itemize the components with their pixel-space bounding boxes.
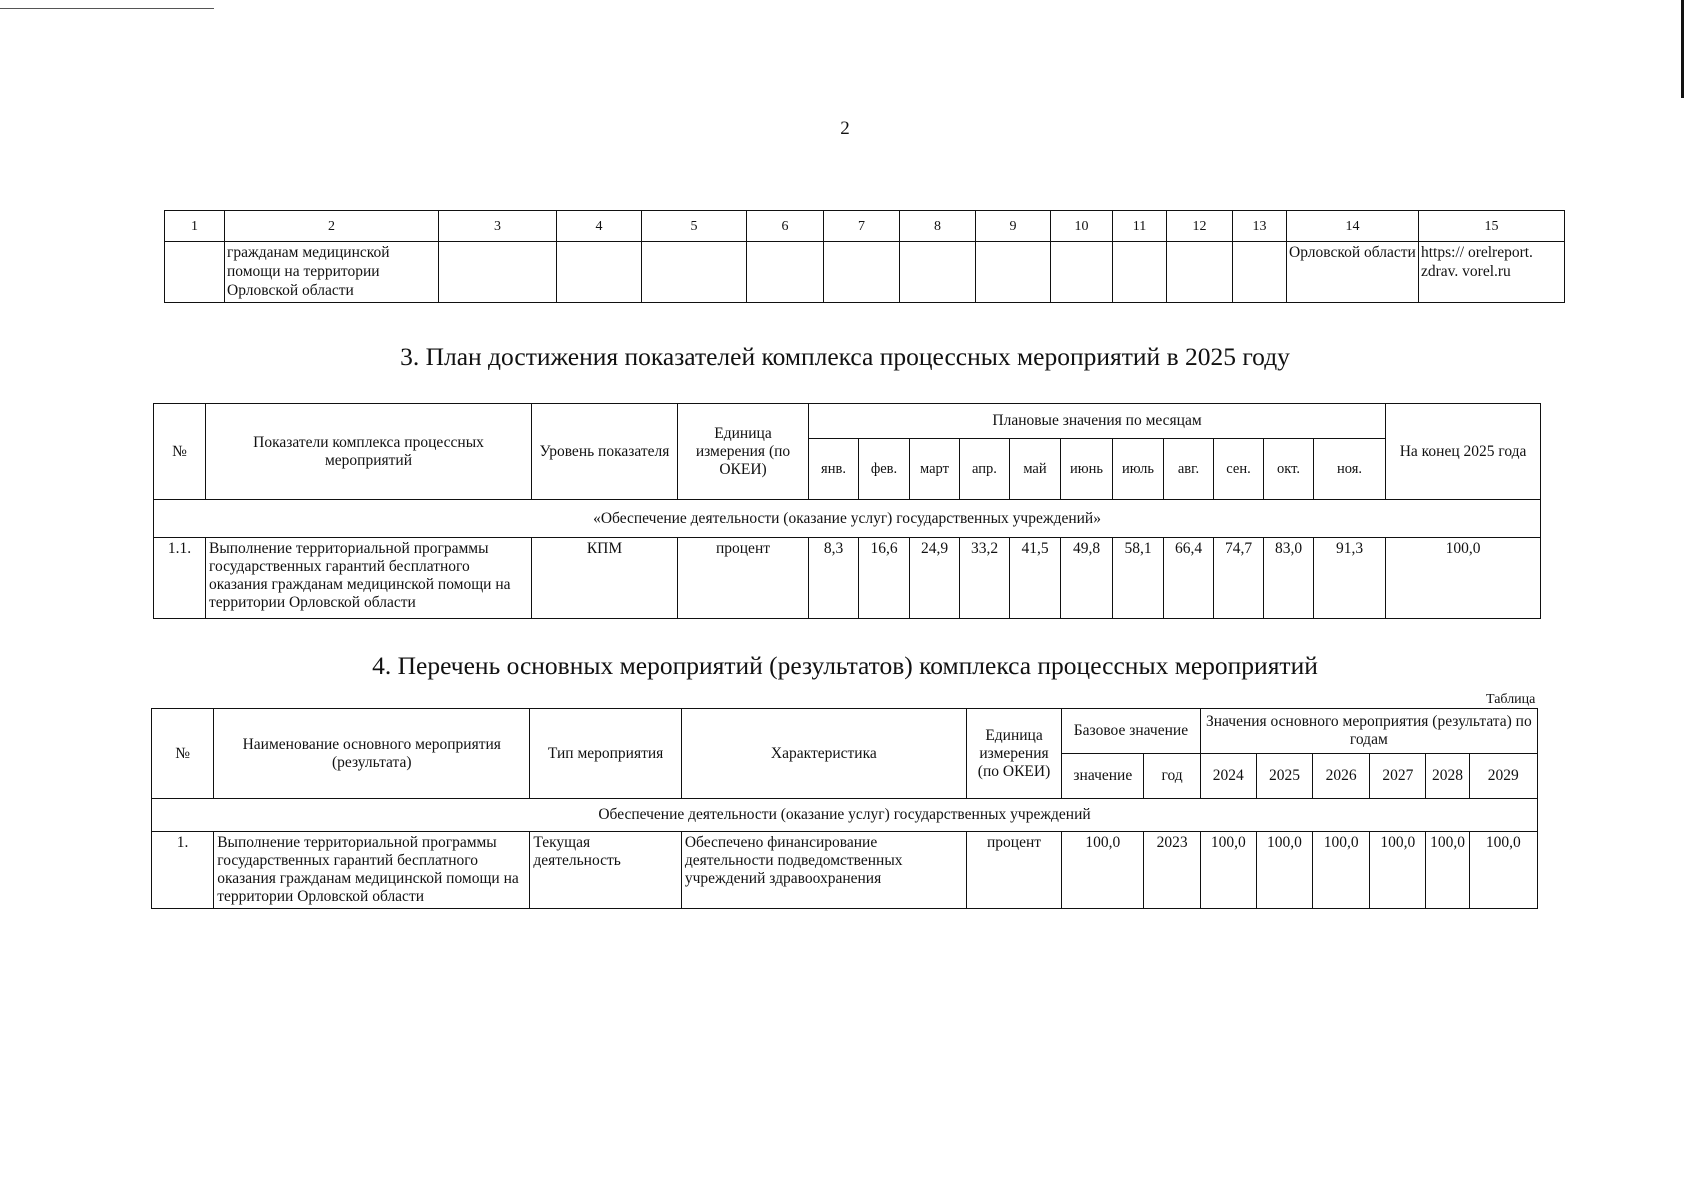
col-num: 6	[747, 211, 824, 242]
col-num: 5	[642, 211, 747, 242]
col-num: 4	[557, 211, 642, 242]
row-level: КПМ	[532, 538, 678, 619]
month-header: окт.	[1264, 439, 1314, 500]
year-value: 100,0	[1200, 832, 1256, 909]
month-header: янв.	[809, 439, 859, 500]
row-base-value: 100,0	[1062, 832, 1144, 909]
table-row	[154, 538, 1541, 619]
column-number-row	[165, 211, 1565, 242]
group-row	[154, 500, 1541, 538]
group-label: «Обеспечение деятельности (оказание услуг) государственных учреждений»	[154, 500, 1541, 538]
table-row	[152, 832, 1538, 909]
header-no: №	[154, 404, 206, 500]
year-value: 100,0	[1370, 832, 1426, 909]
col-num: 12	[1167, 211, 1233, 242]
month-header: фев.	[859, 439, 910, 500]
month-value: 33,2	[960, 538, 1010, 619]
table-row	[165, 242, 1565, 303]
header-row	[154, 404, 1541, 439]
month-header: июль	[1113, 439, 1164, 500]
col-num: 2	[225, 211, 439, 242]
header-name: Наименование основного мероприятия (результата)	[214, 709, 530, 799]
section-4-title: 4. Перечень основных мероприятий (результатов) комплекса процессных мероприятий	[372, 651, 1318, 680]
row-name: Выполнение территориальной программы государственных гарантий бесплатного оказания гражданам медицинской помощи на территории Орловской области	[214, 832, 530, 909]
row-unit: процент	[966, 832, 1061, 909]
col-num: 11	[1113, 211, 1167, 242]
table-label: Таблица	[1486, 692, 1536, 707]
col-num: 8	[900, 211, 976, 242]
header-monthly: Плановые значения по месяцам	[809, 404, 1386, 439]
continuation-table	[164, 210, 1565, 303]
page-number: 2	[840, 118, 850, 139]
month-header: сен.	[1214, 439, 1264, 500]
header-base-value: значение	[1062, 754, 1144, 799]
col-num: 10	[1051, 211, 1113, 242]
row-characteristic: Обеспечено финансирование деятельности подведомственных учреждений здравоохранения	[681, 832, 966, 909]
header-type: Тип мероприятия	[530, 709, 682, 799]
month-header: май	[1010, 439, 1061, 500]
month-value: 91,3	[1314, 538, 1386, 619]
year-header: 2025	[1256, 754, 1312, 799]
row-unit: процент	[678, 538, 809, 619]
col-num: 7	[824, 211, 900, 242]
month-value: 41,5	[1010, 538, 1061, 619]
year-value: 100,0	[1426, 832, 1469, 909]
header-unit: Единица измерения (по ОКЕИ)	[966, 709, 1061, 799]
month-header: март	[910, 439, 960, 500]
row-number: 1.1.	[154, 538, 206, 619]
year-header: 2028	[1426, 754, 1469, 799]
month-value: 8,3	[809, 538, 859, 619]
col-num: 14	[1287, 211, 1419, 242]
month-value: 24,9	[910, 538, 960, 619]
col-num: 3	[439, 211, 557, 242]
month-header: апр.	[960, 439, 1010, 500]
header-base-year: год	[1144, 754, 1200, 799]
year-value: 100,0	[1256, 832, 1312, 909]
header-base: Базовое значение	[1062, 709, 1200, 754]
header-by-years: Значения основного мероприятия (результата) по годам	[1200, 709, 1537, 754]
month-header: ноя.	[1314, 439, 1386, 500]
month-value: 58,1	[1113, 538, 1164, 619]
col-num: 15	[1419, 211, 1565, 242]
header-level: Уровень показателя	[532, 404, 678, 500]
year-header: 2026	[1313, 754, 1370, 799]
month-value: 49,8	[1061, 538, 1113, 619]
plan-table	[153, 403, 1541, 619]
header-characteristic: Характеристика	[681, 709, 966, 799]
month-value: 66,4	[1164, 538, 1214, 619]
section-3-title: 3. План достижения показателей комплекса процессных мероприятий в 2025 году	[400, 342, 1290, 371]
cell-link: https:// orelreport. zdrav. vorel.ru	[1419, 242, 1565, 303]
row-indicator: Выполнение территориальной программы государственных гарантий бесплатного оказания гражданам медицинской помощи на территории Орловской области	[206, 538, 532, 619]
year-header: 2024	[1200, 754, 1256, 799]
month-value: 74,7	[1214, 538, 1264, 619]
row-number: 1.	[152, 832, 214, 909]
cell-region: Орловской области	[1287, 242, 1419, 303]
cell-description: гражданам медицинской помощи на территории Орловской области	[225, 242, 439, 303]
header-unit: Единица измерения (по ОКЕИ)	[678, 404, 809, 500]
scan-edge-mark	[1681, 0, 1684, 98]
month-header: авг.	[1164, 439, 1214, 500]
measures-table	[151, 708, 1538, 909]
header-row	[152, 709, 1538, 754]
header-indicator: Показатели комплекса процессных мероприятий	[206, 404, 532, 500]
year-header: 2027	[1370, 754, 1426, 799]
header-no: №	[152, 709, 214, 799]
group-row	[152, 799, 1538, 832]
row-type: Текущая деятельность	[530, 832, 682, 909]
year-value: 100,0	[1313, 832, 1370, 909]
month-value: 16,6	[859, 538, 910, 619]
header-end-year: На конец 2025 года	[1386, 404, 1541, 500]
col-num: 13	[1233, 211, 1287, 242]
col-num: 9	[976, 211, 1051, 242]
col-num: 1	[165, 211, 225, 242]
month-value: 83,0	[1264, 538, 1314, 619]
year-value: 100,0	[1469, 832, 1537, 909]
month-header: июнь	[1061, 439, 1113, 500]
group-label: Обеспечение деятельности (оказание услуг) государственных учреждений	[152, 799, 1538, 832]
year-header: 2029	[1469, 754, 1537, 799]
end-year-value: 100,0	[1386, 538, 1541, 619]
scan-edge-line	[0, 8, 214, 9]
row-base-year: 2023	[1144, 832, 1200, 909]
